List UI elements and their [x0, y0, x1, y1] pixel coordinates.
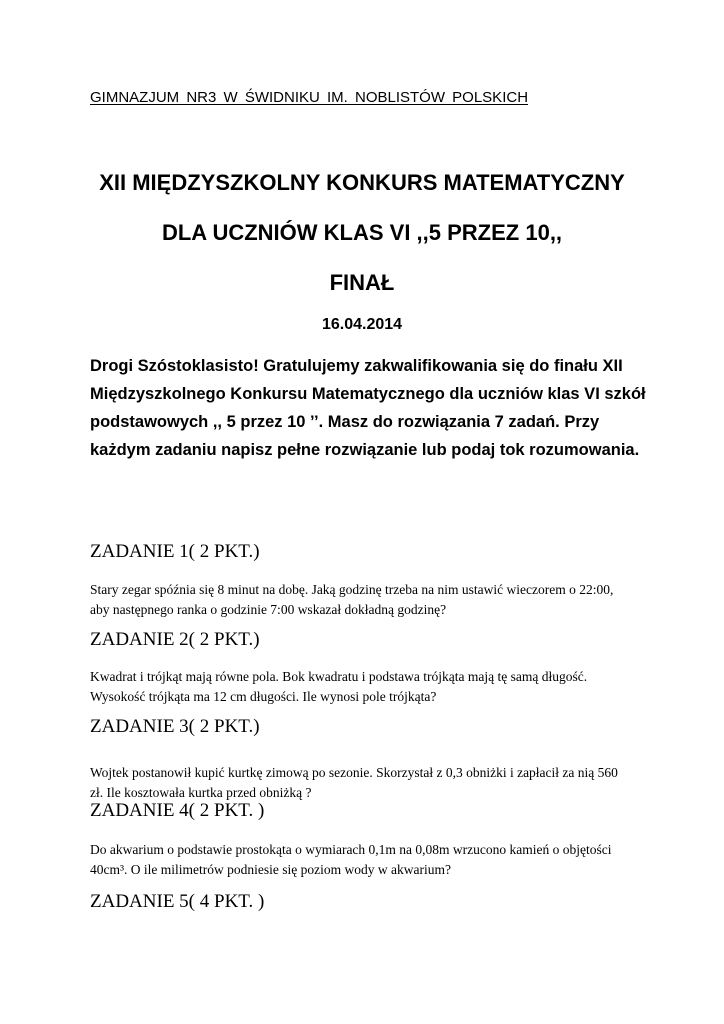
contest-subtitle: DLA UCZNIÓW KLAS VI ,,5 PRZEZ 10,,	[161, 220, 563, 245]
task-3-body: Wojtek postanowił kupić kurtkę zimową po sezonie. Skorzystał z 0,3 obniżki i zapłacił za nią 560 zł. Ile kosztowała kurtka przed obniżką ?	[90, 765, 618, 800]
task-4-heading: ZADANIE 4( 2 PKT. )	[90, 800, 265, 821]
intro-paragraph: Drogi Szóstoklasisto! Gratulujemy zakwalifikowania się do finału XII Międzyszkolnego Konkursu Matematycznego dla uczniów klas VI szkół podstawowych ,, 5 przez 10 ’’. Masz do rozwiązania 7 zadań. Przy każdym zadaniu napisz pełne rozwiązanie lub podaj tok rozumowania.	[90, 357, 646, 459]
task-5-heading: ZADANIE 5( 4 PKT. )	[90, 891, 265, 912]
task-1-heading: ZADANIE 1( 2 PKT.)	[90, 541, 260, 562]
contest-date: 16.04.2014	[321, 316, 403, 333]
contest-title: XII MIĘDZYSZKOLNY KONKURS MATEMATYCZNY	[99, 170, 625, 195]
task-3-heading: ZADANIE 3( 2 PKT.)	[90, 716, 260, 737]
school-name-header: GIMNAZJUM NR3 W ŚWIDNIKU IM. NOBLISTÓW POLSKICH	[90, 89, 529, 106]
task-2-heading: ZADANIE 2( 2 PKT.)	[90, 629, 260, 650]
task-1-body: Stary zegar spóźnia się 8 minut na dobę. Jaką godzinę trzeba na nim ustawić wieczorem o 22:00, aby następnego ranka o godzinie 7:00 wskazał dokładną godzinę?	[90, 582, 614, 617]
task-2-body: Kwadrat i trójkąt mają równe pola. Bok kwadratu i podstawa trójkąta mają tę samą długość. Wysokość trójkąta ma 12 cm długości. Ile wynosi pole trójkąta?	[90, 669, 588, 704]
task-4-body: Do akwarium o podstawie prostokąta o wymiarach 0,1m na 0,08m wrzucono kamień o objętości 40cm³. O ile milimetrów podniesie się poziom wody w akwarium?	[90, 842, 612, 877]
final-heading: FINAŁ	[329, 270, 395, 295]
